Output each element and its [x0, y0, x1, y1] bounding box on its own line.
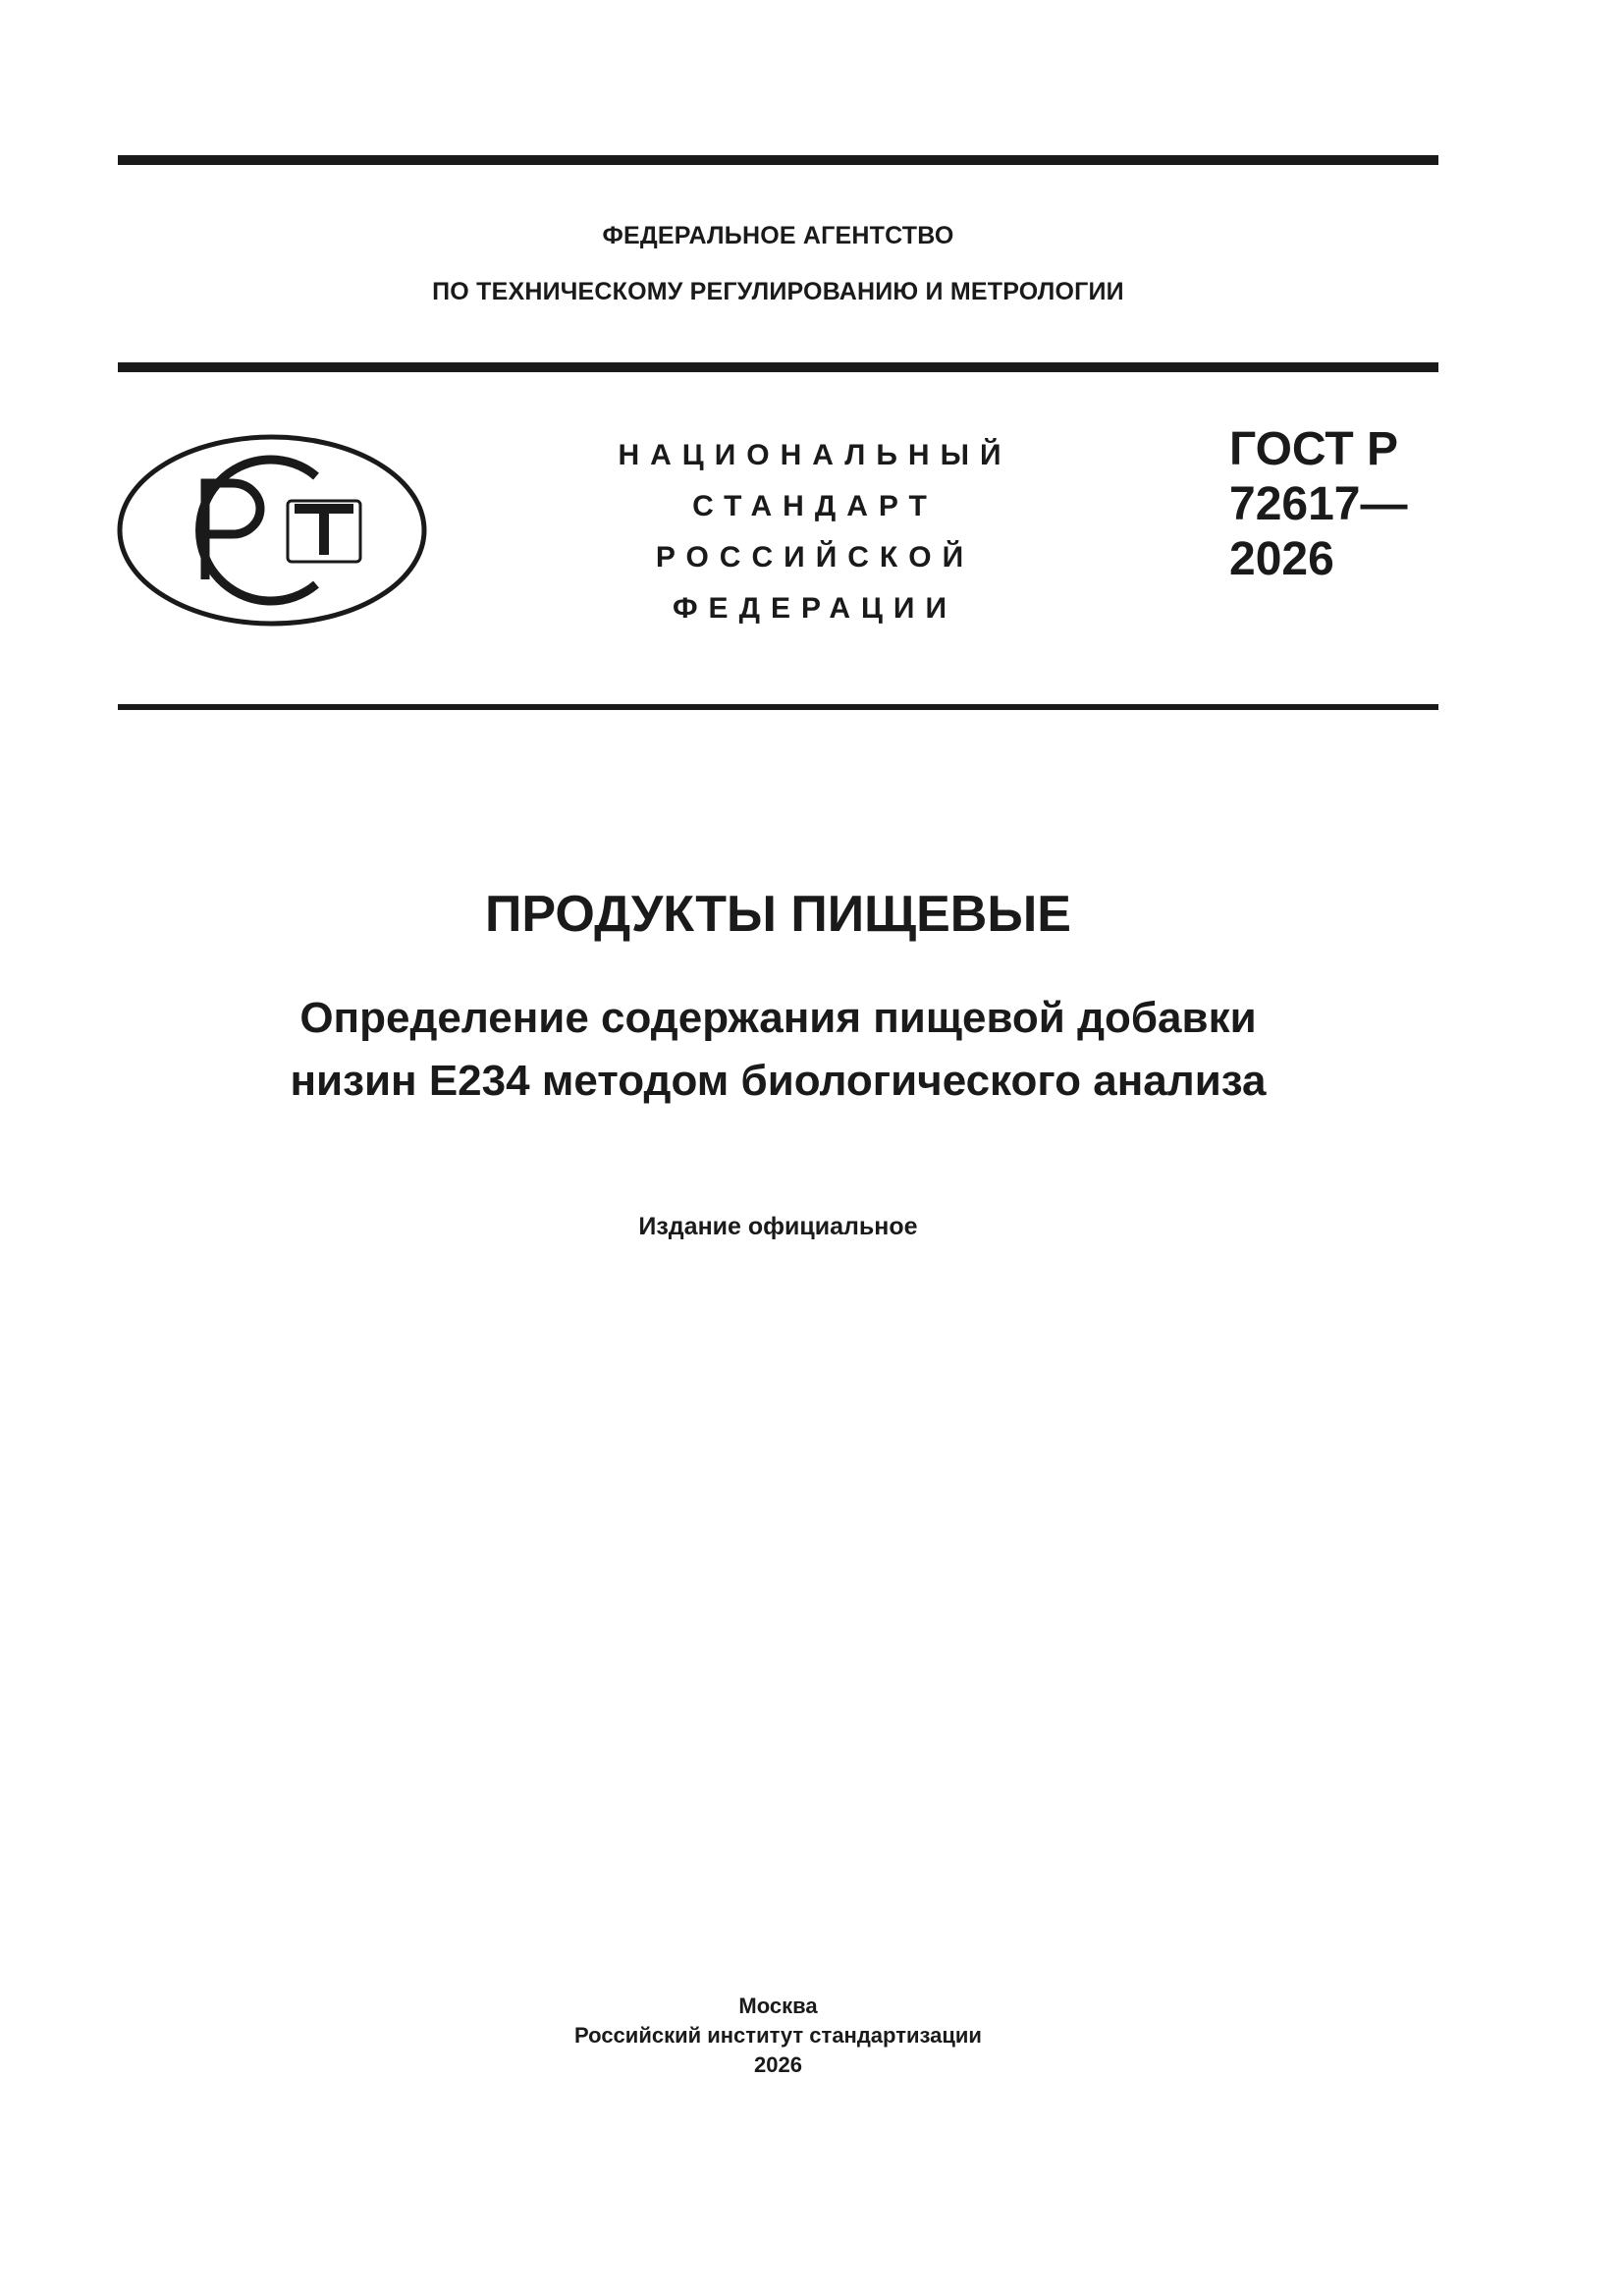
- imprint-block: [0, 1992, 1556, 2080]
- national-line-2: СТАНДАРТ: [692, 490, 938, 522]
- edition-label: Издание официальное: [638, 1213, 918, 1240]
- national-line-3: РОССИЙСКОЙ: [655, 541, 975, 574]
- rst-logo-icon: [115, 432, 429, 629]
- document-title: ПРОДУКТЫ ПИЩЕВЫЕ: [485, 886, 1071, 943]
- imprint-city: Москва: [738, 1994, 818, 2018]
- national-line-1: НАЦИОНАЛЬНЫЙ: [618, 439, 1012, 471]
- designation-line-1: ГОСТ Р: [1229, 423, 1399, 475]
- standard-designation: [1229, 422, 1407, 587]
- imprint-year: 2026: [754, 2052, 802, 2077]
- subtitle-line-1: Определение содержания пищевой добавки: [299, 994, 1257, 1042]
- imprint-publisher: Российский институт стандартизации: [574, 2023, 982, 2048]
- subtitle-line-2: низин Е234 методом биологического анализа: [290, 1057, 1267, 1105]
- designation-line-2: 72617—: [1229, 478, 1408, 530]
- national-standard-block: [584, 430, 1046, 634]
- agency-line-2: ПО ТЕХНИЧЕСКОМУ РЕГУЛИРОВАНИЮ И МЕТРОЛОГИИ: [432, 278, 1124, 305]
- bottom-rule: [118, 704, 1438, 710]
- document-subtitle: [0, 987, 1556, 1113]
- designation-line-3: 2026: [1229, 533, 1334, 585]
- agency-line-1: ФЕДЕРАЛЬНОЕ АГЕНТСТВО: [602, 222, 954, 249]
- top-rule: [118, 155, 1438, 165]
- national-line-4: ФЕДЕРАЦИИ: [672, 592, 958, 625]
- middle-rule: [118, 362, 1438, 372]
